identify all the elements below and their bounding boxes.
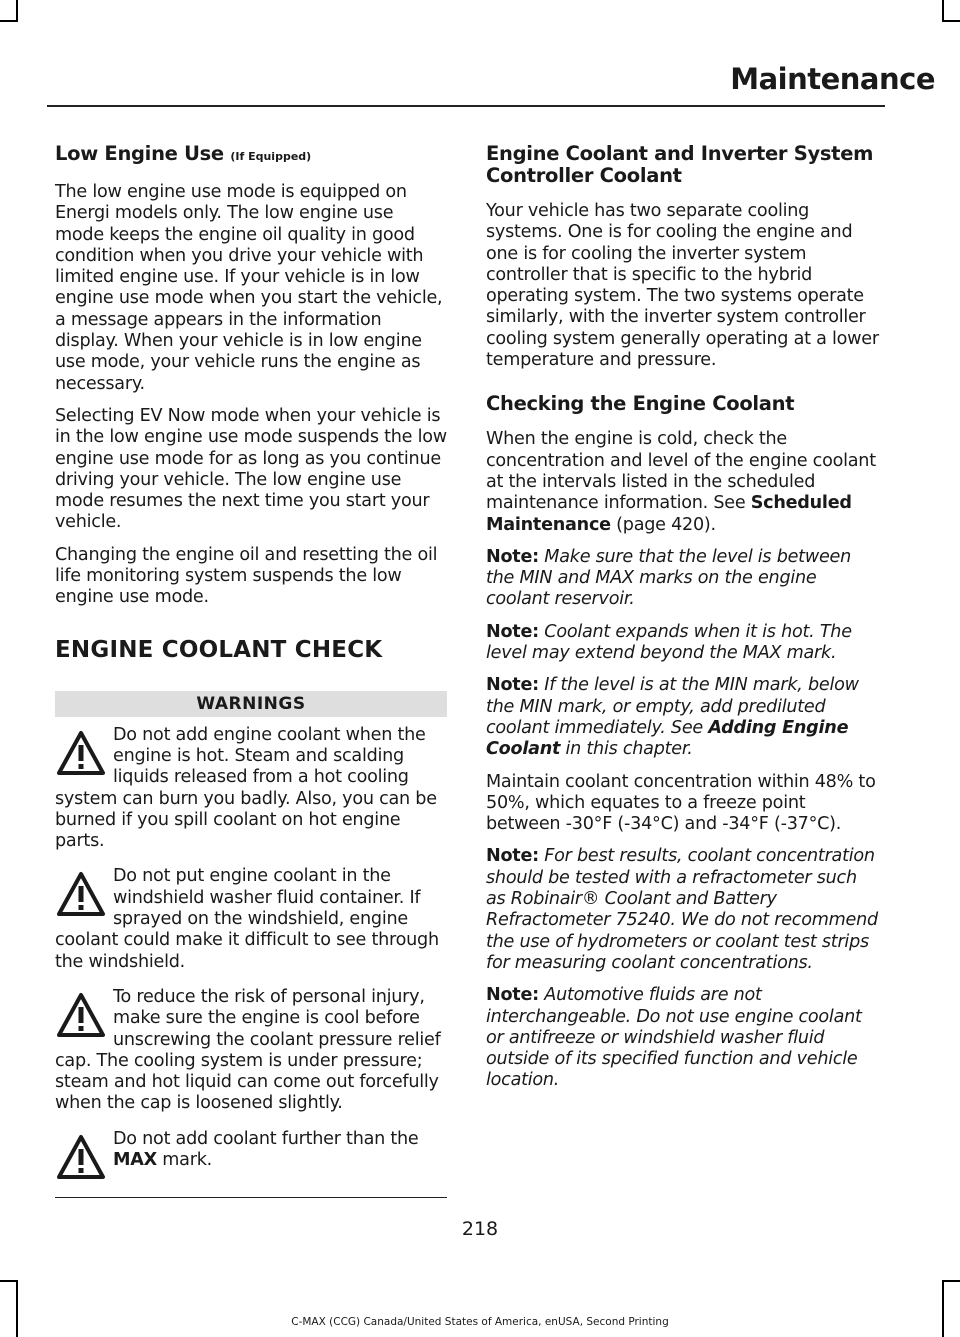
note: Note: Coolant expands when it is hot. The level may extend beyond the MAX mark. (486, 621, 852, 664)
warning-item: Do not put engine coolant in the windshield washer fluid container. If sprayed on the windshield, engine coolant could make it difficult to see through the windshield. (55, 866, 439, 972)
crop-mark (942, 1280, 944, 1337)
crop-mark (16, 1280, 18, 1337)
header-rule (47, 105, 885, 107)
warnings-bottom-rule (55, 1197, 447, 1198)
if-equipped-label: (If Equipped) (230, 150, 312, 163)
crop-mark (16, 0, 18, 22)
warning-item: To reduce the risk of personal injury, make sure the engine is cool before unscrewing the coolant pressure relief cap. The cooling system is under pressure; steam and hot liquid can come out forcefully when the cap is loosened slightly. (55, 986, 441, 1114)
coolant-heading: Engine Coolant and Inverter System Controller Coolant (486, 142, 874, 187)
page-title: Maintenance (730, 62, 935, 96)
paragraph: Selecting EV Now mode when your vehicle is in the low engine use mode suspends the low engine use mode for as long as you continue driving your vehicle. The low engine use mode resumes the next time you start your vehicle. (55, 405, 447, 533)
scheduled-maintenance-link[interactable]: Scheduled Maintenance (486, 493, 852, 535)
note: Note: Automotive fluids are not interchangeable. Do not use engine coolant or antifreeze or windshield washer fluid outside of its specified function and vehicle location. (486, 985, 862, 1091)
warning-triangle-icon (55, 1131, 107, 1183)
paragraph: The low engine use mode is equipped on Energi models only. The low engine use mode keeps the engine oil quality in good condition when you drive your vehicle with limited engine use. If your vehicle is in low engine use mode when you start the vehicle, a message appears in the information display. When your vehicle is in low engine use mode, your vehicle runs the engine as necessary. (55, 182, 443, 394)
low-engine-use-heading: Low Engine Use (If Equipped) (55, 142, 312, 165)
crop-mark (0, 1280, 18, 1282)
left-column (55, 143, 447, 1198)
right-column (486, 143, 880, 1103)
paragraph: When the engine is cold, check the concentration and level of the engine coolant at the intervals listed in the scheduled maintenance information. See Scheduled Maintenance (page 420). (486, 429, 876, 535)
paragraph: Maintain coolant concentration within 48% to 50%, which equates to a freeze point between -30°F (-34°C) and -34°F (-37°C). (486, 771, 876, 835)
warning-triangle-icon (55, 989, 107, 1041)
footer-text: C-MAX (CCG) Canada/United States of America, enUSA, Second Printing (291, 1316, 669, 1328)
warning-triangle-icon (55, 727, 107, 779)
note: Note: For best results, coolant concentration should be tested with a refractometer such as Robinair® Coolant and Battery Refractometer 75240. We do not recommend the use of hydrometers or coolant test strips for measuring coolant concentrations. (486, 846, 878, 973)
paragraph: Changing the engine oil and resetting the oil life monitoring system suspends the low engine use mode. (55, 544, 438, 608)
checking-coolant-heading: Checking the Engine Coolant (486, 392, 795, 416)
crop-mark (942, 0, 944, 22)
warnings-header: WARNINGS (55, 691, 447, 717)
crop-mark (0, 20, 18, 22)
note: Note: Make sure that the level is between the MIN and MAX marks on the engine coolant reservoir. (486, 546, 852, 610)
crop-mark (942, 20, 960, 22)
paragraph: Your vehicle has two separate cooling systems. One is for cooling the engine and one is for cooling the inverter system controller that is specific to the hybrid operating system. The two systems operate similarly, with the inverter system controller cooling system generally operating at a lower temperature and pressure. (486, 201, 879, 371)
crop-mark (942, 1280, 960, 1282)
page-number: 218 (461, 1218, 499, 1240)
adding-engine-coolant-link[interactable]: Adding Engine Coolant (486, 717, 849, 760)
warning-triangle-icon (55, 868, 107, 920)
section-heading: ENGINE COOLANT CHECK (55, 636, 383, 663)
note: Note: If the level is at the MIN mark, below the MIN mark, or empty, add prediluted coolant immediately. See Adding Engine Coolant in this chapter. (486, 675, 859, 760)
warning-item: Do not add engine coolant when the engine is hot. Steam and scalding liquids released from a hot cooling system can burn you badly. Also, you can be burned if you spill coolant on hot engine parts. (55, 724, 437, 852)
warning-item: Do not add coolant further than the MAX mark. (55, 1129, 447, 1183)
